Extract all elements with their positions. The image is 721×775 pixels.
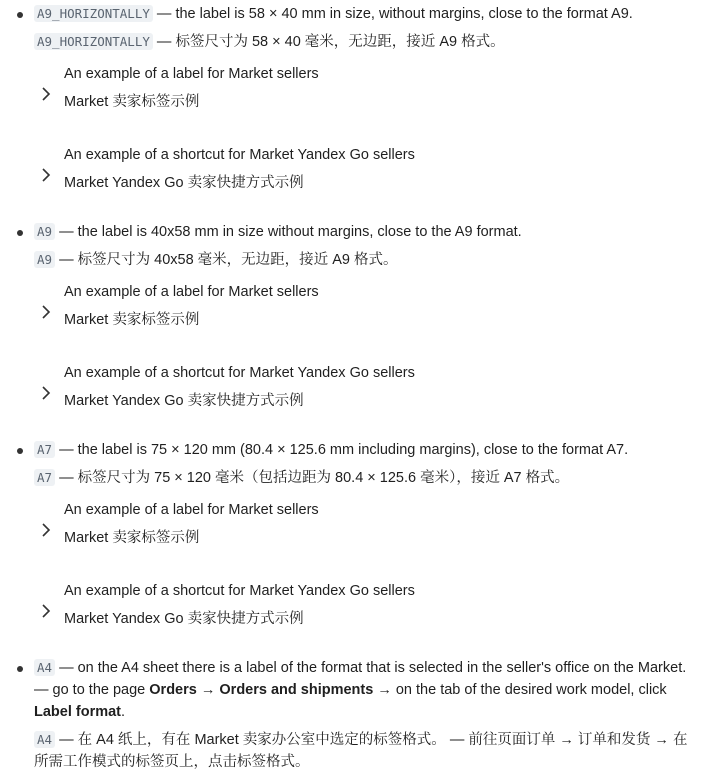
period: . (121, 704, 126, 720)
expander-title-en: An example of a shortcut for Market Yandex Go sellers (64, 147, 415, 163)
chevron-right-icon (40, 86, 52, 102)
en-text-pre: — go to the page (34, 682, 150, 698)
link-orders: Orders (149, 682, 197, 698)
expander-title-en: An example of a label for Market sellers (64, 502, 319, 518)
chevron-right-icon (40, 304, 52, 320)
expander-label-example[interactable] (34, 500, 714, 560)
format-code: A9_HORIZONTALLY (34, 5, 153, 22)
item-zh-line (34, 468, 569, 488)
item-zh-line-2 (34, 752, 310, 772)
label-format-text: Label format (34, 704, 122, 720)
item-en-line (34, 222, 522, 242)
item-en-text: — the label is 58 × 40 mm in size, without margins, close to the format A9. (156, 6, 633, 22)
item-zh-text: — 标签尺寸为 58 × 40 毫米，无边距，接近 A9 格式。 (156, 34, 505, 50)
expander-title-en: An example of a label for Market sellers (64, 66, 319, 82)
expander-title-zh: Market 卖家标签示例 (64, 312, 200, 328)
chevron-right-icon (40, 167, 52, 183)
expander-title-zh: Market 卖家标签示例 (64, 530, 200, 546)
item-en-line-1 (34, 658, 686, 678)
item-zh-text: — 标签尺寸为 75 × 120 毫米（包括边距为 80.4 × 125.6 毫米），接近 A7 格式。 (59, 470, 570, 486)
format-code: A7 (34, 441, 55, 458)
format-code: A4 (34, 659, 55, 676)
bullet (17, 230, 23, 236)
item-en-line-3 (34, 702, 125, 722)
expander-title-en: An example of a shortcut for Market Yandex Go sellers (64, 583, 415, 599)
item-en-text: — the label is 75 × 120 mm (80.4 × 125.6 mm including margins), close to the format A7. (59, 442, 629, 458)
item-en-line-2 (34, 680, 667, 700)
bullet (17, 12, 23, 18)
item-en-text: — on the A4 sheet there is a label of the format that is selected in the seller's office on the Market. (59, 660, 687, 676)
link-orders-shipments: Orders and shipments (219, 682, 374, 698)
item-en-line (34, 4, 633, 24)
item-zh-line (34, 32, 505, 52)
chevron-right-icon (40, 385, 52, 401)
item-zh-text: — 标签尺寸为 40x58 毫米，无边距，接近 A9 格式。 (59, 252, 398, 268)
arrow-text: → (196, 682, 220, 698)
chevron-right-icon (40, 522, 52, 538)
format-code: A7 (34, 469, 55, 486)
expander-title-en: An example of a label for Market sellers (64, 284, 319, 300)
expander-title-zh: Market 卖家标签示例 (64, 94, 200, 110)
format-code: A4 (34, 731, 55, 748)
item-zh-text: — 在 A4 纸上，有在 Market 卖家办公室中选定的标签格式。 — 前往页面订单 → 订单和发货 → 在 (59, 732, 688, 748)
chevron-right-icon (40, 603, 52, 619)
format-code: A9 (34, 223, 55, 240)
item-en-line (34, 440, 628, 460)
expander-shortcut-example[interactable] (34, 145, 714, 205)
en-text-post: → on the tab of the desired work model, click (373, 682, 667, 698)
bullet (17, 666, 23, 672)
item-zh-line (34, 250, 397, 270)
bullet (17, 448, 23, 454)
item-zh-text-2: 所需工作模式的标签页上，点击标签格式。 (34, 754, 310, 770)
expander-label-example[interactable] (34, 64, 714, 124)
expander-title-en: An example of a shortcut for Market Yandex Go sellers (64, 365, 415, 381)
item-zh-line-1 (34, 730, 687, 750)
item-en-text: — the label is 40x58 mm in size without margins, close to the A9 format. (59, 224, 522, 240)
expander-title-zh: Market Yandex Go 卖家快捷方式示例 (64, 611, 304, 627)
expander-title-zh: Market Yandex Go 卖家快捷方式示例 (64, 175, 304, 191)
expander-shortcut-example[interactable] (34, 363, 714, 423)
expander-label-example[interactable] (34, 282, 714, 342)
format-code: A9_HORIZONTALLY (34, 33, 153, 50)
expander-shortcut-example[interactable] (34, 581, 714, 641)
expander-title-zh: Market Yandex Go 卖家快捷方式示例 (64, 393, 304, 409)
format-code: A9 (34, 251, 55, 268)
